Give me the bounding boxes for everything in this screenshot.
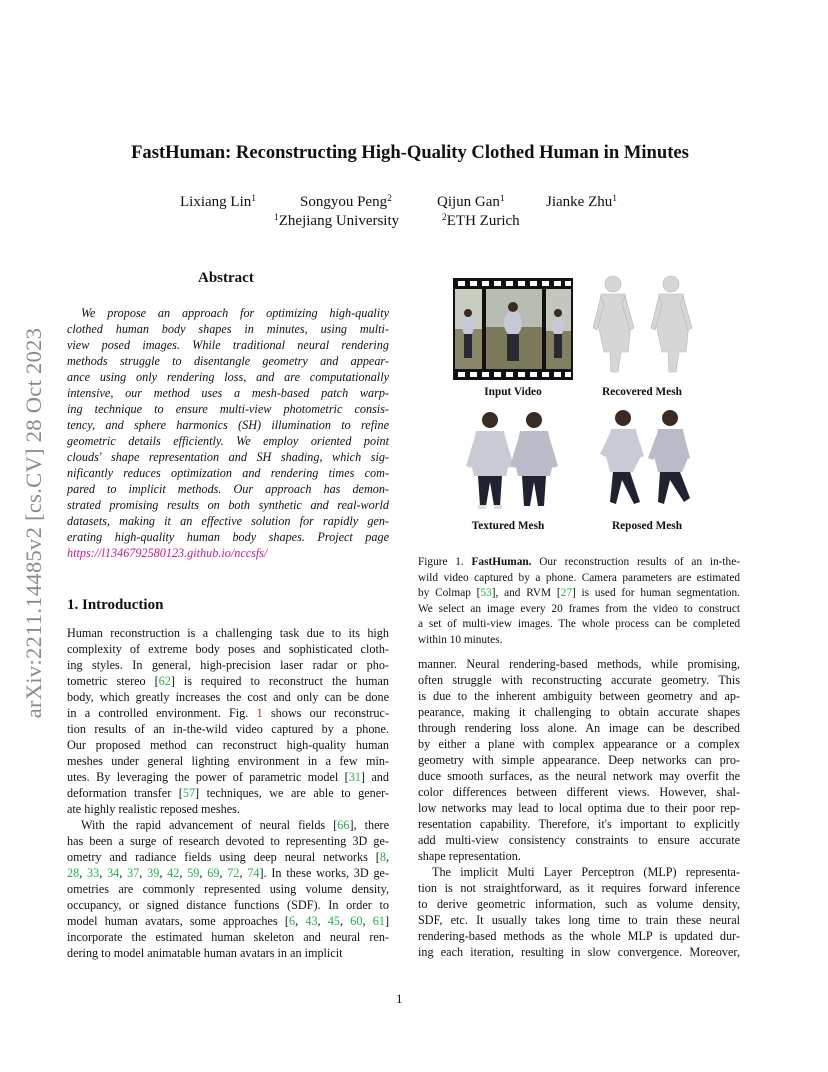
reposed-mesh <box>600 410 690 504</box>
text-run: ] is required to reconstruct the human <box>170 674 389 688</box>
affiliation-1: $^1$Zhejiang University <box>274 213 400 229</box>
text-line: is due to the inherent ambiguity between geometry and ap- <box>418 689 740 703</box>
text-run: FastHuman. <box>471 556 532 568</box>
citation-link: 59 <box>187 866 200 880</box>
text-line: view posed images. While traditional neural rendering <box>67 338 389 352</box>
text-line: often struggle with reconstructing accurate geometry. This <box>418 673 740 687</box>
textured-mesh <box>466 412 558 509</box>
figure-1 <box>418 268 740 540</box>
text-line: through rendering loss alone. An image can be described <box>418 721 740 735</box>
citation-link: 33 <box>87 866 100 880</box>
text-run: , <box>219 866 228 880</box>
text-run: within 10 minutes. <box>418 633 503 646</box>
author-1: Lixiang Lin$^1$ <box>180 194 256 210</box>
text-run: Figure 1. <box>418 556 472 568</box>
citation-link: 39 <box>147 866 160 880</box>
text-run: ing styles. In general, high-precision laser radar or pho- <box>67 658 389 672</box>
text-line: geometry with simple appearance. Deep networks can pro- <box>418 753 740 767</box>
citation-link: 69 <box>207 866 220 880</box>
text-line: resentation capability. Therefore, it's important to explicitly <box>418 817 740 831</box>
text-run: , <box>317 914 328 928</box>
paper-title: FastHuman: Reconstructing High-Quality Clothed Human in Minutes <box>131 142 689 163</box>
text-line <box>67 785 389 801</box>
recovered-mesh <box>593 276 692 372</box>
author-2: Songyou Peng$^2$ <box>300 194 392 210</box>
text-run: , <box>199 866 208 880</box>
text-line: tion is not straightforward, as it requires forward inference <box>418 881 740 895</box>
text-line <box>67 705 389 721</box>
text-line: SDF, etc. It usually takes long time to train these neural <box>418 913 740 927</box>
text-run: ], and RVM [ <box>491 587 561 599</box>
text-line: rendering-based methods as the whole MLP is updated dur- <box>418 929 740 943</box>
text-line <box>67 833 389 849</box>
citation-link: 37 <box>127 866 140 880</box>
introduction-heading: 1. Introduction <box>67 597 164 613</box>
text-line: add multi-view consistency constraints to ensure accurate <box>418 833 740 847</box>
text-line: by either a plane with complex appearance or a complex <box>418 737 740 751</box>
citation-link: 42 <box>167 866 180 880</box>
text-run: , <box>119 866 128 880</box>
text-run: has been a surge of research devoted to representing 3D ge- <box>67 834 389 848</box>
citation-link: 45 <box>327 914 340 928</box>
text-line <box>67 641 389 657</box>
citation-link: 61 <box>372 914 385 928</box>
text-line: ing each iteration, resulting in slow convergence. Moreover, <box>418 945 740 959</box>
text-line: tency, and sphere harmonics (SH) illumination to refine <box>67 418 389 432</box>
text-line: intensive, our method uses a mesh-based patch warp- <box>67 386 389 400</box>
text-line <box>418 633 740 649</box>
text-line <box>81 817 389 833</box>
citation-link: 34 <box>107 866 120 880</box>
citation-link: 74 <box>247 866 260 880</box>
text-run: meshes under general lighting environment in a few min- <box>67 754 389 768</box>
text-line: low networks may lead to local optima due to their poor rep- <box>418 801 740 815</box>
text-line: manner. Neural rendering-based methods, while promising, <box>418 657 740 671</box>
arxiv-identifier: arXiv:2211.14485v2 [cs.CV] 28 Oct 2023 <box>21 327 46 719</box>
text-run: , <box>179 866 188 880</box>
text-line: duce smooth surfaces, as the neural network may overfit the <box>418 769 740 783</box>
text-run: incorporate the estimated human skeleton and neural ren- <box>67 930 389 944</box>
text-run: ] and <box>360 770 389 784</box>
figure-label-reposed-mesh: Reposed Mesh <box>612 520 682 532</box>
text-line <box>67 657 389 673</box>
text-run: , <box>139 866 148 880</box>
text-line: shape representation. <box>418 849 521 863</box>
text-run: complexity of extreme body poses and sophisticated cloth- <box>67 642 389 656</box>
text-line <box>418 571 740 587</box>
figure-ref-link: 1 <box>256 706 263 720</box>
figure-caption <box>418 555 740 645</box>
text-run: a set of multi-view images. The whole process can be completed <box>418 618 740 630</box>
citation-link: 8 <box>379 850 386 864</box>
text-run: in a controlled environment. Fig. <box>67 706 257 720</box>
text-run: Our reconstruction results of an in-the- <box>531 556 740 568</box>
text-line: methods struggle to disentangle geometry and appear- <box>67 354 389 368</box>
text-line: clouds' shape representation and SH shading, which sig- <box>67 450 389 464</box>
text-line <box>67 737 389 753</box>
text-run: , <box>159 866 168 880</box>
film-strip <box>453 278 573 380</box>
figure-label-textured-mesh: Textured Mesh <box>471 520 545 532</box>
text-run: model human avatars, some approaches [ <box>67 914 289 928</box>
citation-link: 31 <box>348 770 361 784</box>
affiliation-2: $^2$ETH Zurich <box>442 213 520 229</box>
text-line: ance using only rendering loss, and are computationally <box>67 370 389 384</box>
text-run: ] <box>384 914 389 928</box>
text-run: tometric stereo [ <box>67 674 159 688</box>
citation-link: 62 <box>158 674 171 688</box>
citation-link: 28 <box>67 866 80 880</box>
text-line <box>67 753 389 769</box>
citation-link: 6 <box>288 914 296 928</box>
text-run: We select an image every 20 frames from the video to construct <box>418 602 740 615</box>
citation-link: 72 <box>227 866 240 880</box>
text-line <box>67 801 389 817</box>
text-line <box>67 673 389 689</box>
text-line <box>67 769 389 785</box>
text-line: pared to implicit methods. Our approach has demon- <box>67 482 389 496</box>
figure-label-input-video: Input Video <box>484 386 542 398</box>
citation-link: 57 <box>182 786 196 800</box>
citation-link: 60 <box>350 914 363 928</box>
text-line <box>418 602 740 618</box>
text-run: wild video captured by a phone. Camera parameters are estimated <box>418 571 740 584</box>
text-line: nificantly reduces optimization and rendering times com- <box>67 466 389 480</box>
text-line: The implicit Multi Layer Perceptron (MLP) representa- <box>432 865 740 879</box>
text-line: clothed human body shapes in minutes, using multi- <box>67 322 389 336</box>
text-line <box>67 721 389 737</box>
text-line <box>67 545 389 561</box>
text-run: tion results of an in-the-wild video captured by a phone. <box>67 722 389 736</box>
text-run: ometry and radiance fields using deep neural networks [ <box>67 850 380 864</box>
text-run: by Colmap [ <box>418 587 481 599</box>
citation-link: 43 <box>305 914 318 928</box>
text-line <box>67 897 389 913</box>
text-run: , <box>295 914 306 928</box>
text-run: dering to model animatable human avatars in an implicit <box>67 946 343 960</box>
text-run: deformation transfer [ <box>67 786 183 800</box>
text-run: ometries are commonly represented using volume density, <box>67 882 389 896</box>
text-run: , <box>385 850 389 864</box>
text-line <box>67 945 389 961</box>
text-line: We propose an approach for optimizing high-quality <box>81 306 389 320</box>
citation-link: 27 <box>560 587 572 599</box>
text-line <box>67 913 389 929</box>
text-line <box>67 865 389 881</box>
text-run: occupancy, or signed distance functions (SDF). In order to <box>67 898 389 912</box>
text-run: , <box>99 866 108 880</box>
text-run: ]. In these works, 3D ge- <box>259 866 390 880</box>
text-line <box>67 929 389 945</box>
text-run: Human reconstruction is a challenging task due to its high <box>67 626 389 640</box>
text-run: ate highly realistic reposed meshes. <box>67 802 240 816</box>
text-run: body, which greatly increases the cost and only can be done <box>67 690 389 704</box>
text-line: color differences between different views. However, shal- <box>418 785 740 799</box>
text-run: ] techniques, we are able to gener- <box>195 786 389 800</box>
text-run: ] is used for human segmentation. <box>571 587 740 599</box>
text-line <box>418 555 740 571</box>
page-number: 1 <box>396 991 403 1006</box>
text-line: erating high-quality human body shapes. Project page <box>67 530 389 544</box>
text-run: , <box>239 866 248 880</box>
figure-label-recovered-mesh: Recovered Mesh <box>602 386 682 398</box>
text-line: datasets, making it an effective solution for rapidly gen- <box>67 514 389 528</box>
text-run: , <box>79 866 88 880</box>
citation-link: 66 <box>337 818 350 832</box>
author-4: Jianke Zhu$^1$ <box>546 194 617 210</box>
text-line <box>67 881 389 897</box>
project-page-link[interactable]: https://l1346792580123.github.io/nccsfs/ <box>67 546 268 560</box>
text-line: to derive geometric information, such as volume density, <box>418 897 740 911</box>
text-line <box>67 689 389 705</box>
text-run: utes. By leveraging the power of parametric model [ <box>67 770 349 784</box>
text-run: shows our reconstruc- <box>262 706 389 720</box>
text-run: , <box>362 914 373 928</box>
text-run: ], there <box>349 818 389 832</box>
text-line <box>67 849 389 865</box>
text-line: strated promising results on both synthetic and real-world <box>67 498 389 512</box>
text-line <box>67 625 389 641</box>
text-run: With the rapid advancement of neural fields [ <box>81 818 338 832</box>
text-line: ing technique to ensure multi-view photometric consis- <box>67 402 389 416</box>
text-line: pearance, making it challenging to obtain accurate shapes <box>418 705 740 719</box>
text-line <box>418 586 740 602</box>
introduction-text <box>67 625 389 965</box>
author-3: Qijun Gan$^1$ <box>437 194 505 210</box>
text-line <box>418 617 740 633</box>
citation-link: 53 <box>480 587 492 599</box>
text-run: , <box>340 914 351 928</box>
text-run: Our proposed method can reconstruct high-quality human <box>67 738 389 752</box>
right-column-text <box>418 656 740 976</box>
abstract-heading: Abstract <box>198 270 254 286</box>
text-line: geometric details efficiently. We employ oriented point <box>67 434 389 448</box>
abstract-text <box>67 305 389 565</box>
